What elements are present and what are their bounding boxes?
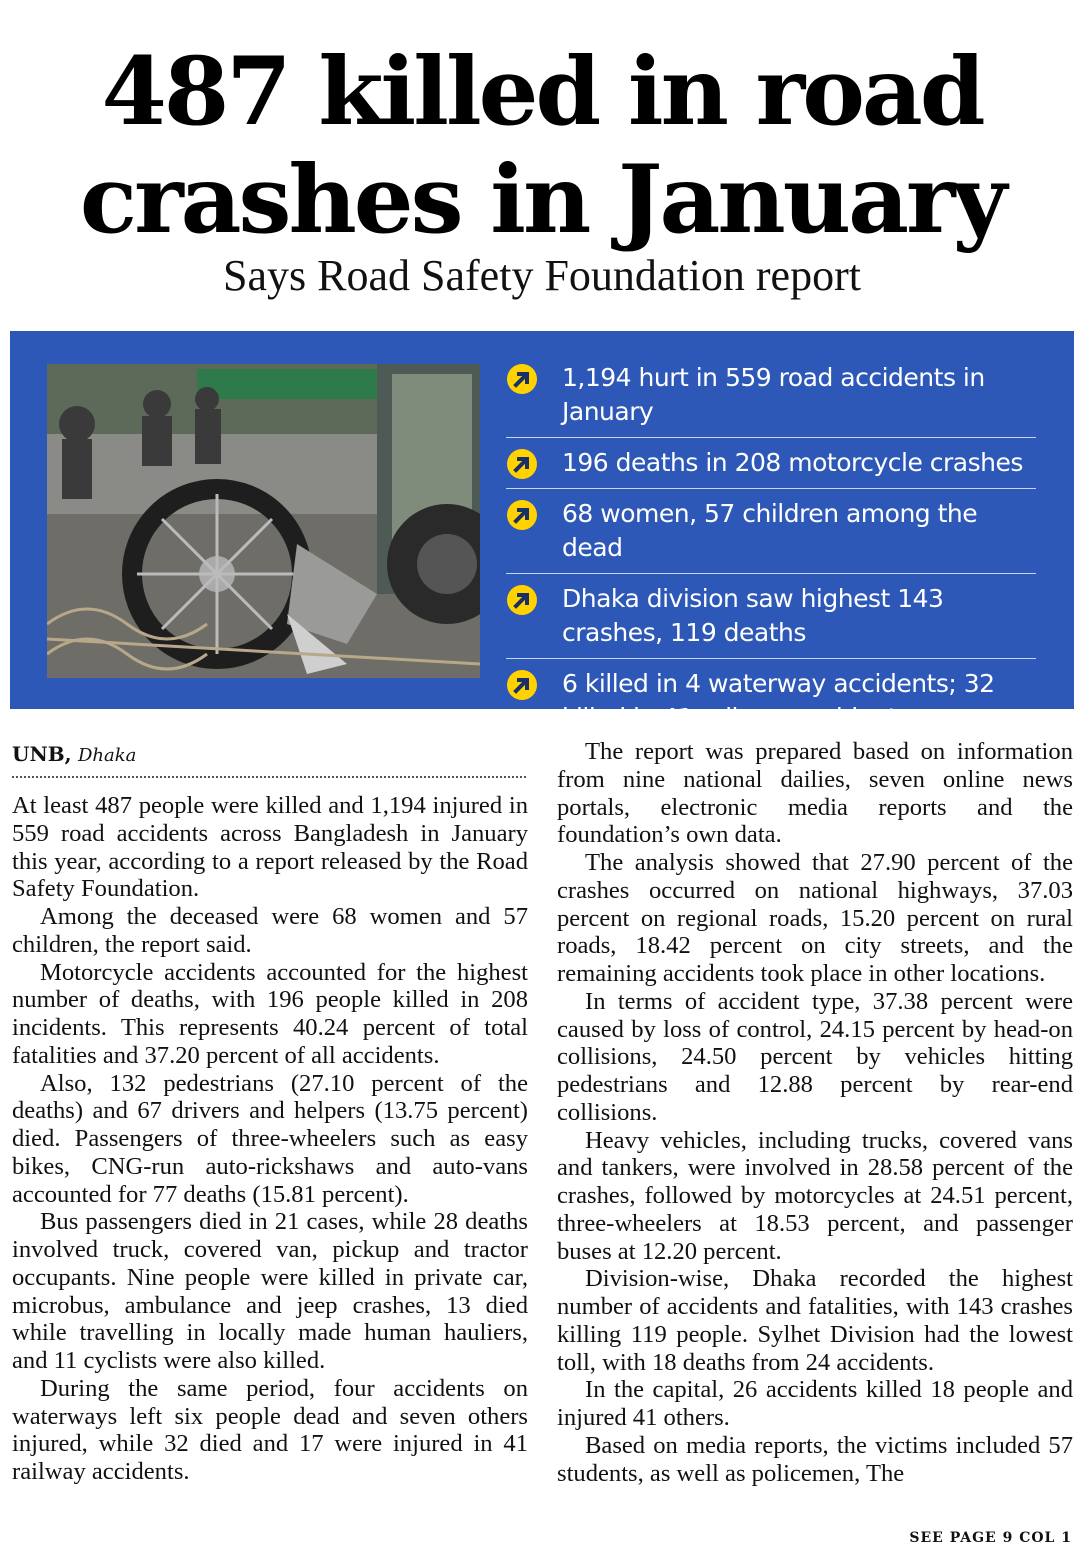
paragraph: During the same period, four accidents on waterways left six people dead and seven others injured, while 32 died and 17 were injured in 41 railway accidents. [12,1374,528,1485]
arrow-circle-icon [506,363,538,395]
highlight-text: Dhaka division saw highest 143 crashes, 119 deaths [562,584,944,647]
byline-city: Dhaka [77,745,137,766]
paragraph: The analysis showed that 27.90 percent of the crashes occurred on national highways, 37.03 percent on regional roads, 15.20 percent on rural roads, 18.42 percent on city streets, and the remaining accidents took place in other locations. [557,849,1073,987]
paragraph: Motorcycle accidents accounted for the highest number of deaths, with 196 people killed in 208 incidents. This represents 40.24 percent of total fatalities and 37.20 percent of all accidents. [12,958,528,1069]
paragraph: In the capital, 26 accidents killed 18 people and injured 41 others. [557,1376,1073,1431]
crash-photo-illustration [47,364,480,678]
highlight-text: 68 women, 57 children among the dead [562,499,978,562]
highlight-text: 1,194 hurt in 559 road accidents in January [562,363,985,426]
paragraph: Based on media reports, the victims included 57 students, as well as policemen, The [557,1431,1073,1487]
highlight-item [506,574,1036,659]
highlight-text: 6 killed in 4 waterway accidents; 32 killed in 41 railway accidents [562,669,995,732]
article-column-1 [12,792,528,1486]
arrow-circle-icon [506,448,538,480]
crash-photo [47,364,480,678]
highlights-list [506,353,1036,743]
highlights-panel [10,331,1074,732]
highlight-item [506,659,1036,743]
paragraph: The report was prepared based on information from nine national dailies, seven online news portals, electronic media reports and the foundation’s own data. [557,738,1073,849]
highlight-item [506,353,1036,438]
arrow-circle-icon [506,669,538,701]
paragraph: Among the deceased were 68 women and 57 children, the report said. [12,903,528,958]
byline-agency: UNB, [12,742,72,766]
paragraph: In terms of accident type, 37.38 percent were caused by loss of control, 24.15 percent by head-on collisions, 24.50 percent by vehicles hitting pedestrians and 12.88 percent by rear-end collisions. [557,987,1073,1126]
headline: 487 killed in road crashes in January [79,37,1005,255]
highlight-text: 196 deaths in 208 motorcycle crashes [562,448,1023,477]
subhead: Says Road Safety Foundation report [223,251,861,300]
paragraph: Also, 132 pedestrians (27.10 percent of the deaths) and 67 drivers and helpers (13.75 percent) died. Passengers of three-wheelers such as easy bikes, CNG-run auto-rickshaws and auto-vans accounted for 77 deaths (15.81 percent). [12,1069,528,1208]
highlight-item [506,489,1036,574]
paragraph: Division-wise, Dhaka recorded the highest number of accidents and fatalities, with 143 crashes killing 119 people. Sylhet Division had the lowest toll, with 18 deaths from 24 accidents. [557,1265,1073,1376]
byline [12,742,526,778]
arrow-circle-icon [506,584,538,616]
paragraph: Bus passengers died in 21 cases, while 28 deaths involved truck, covered van, pickup and tractor occupants. Nine people were killed in private car, microbus, ambulance and jeep crashes, 13 died while travelling in locally made human hauliers, and 11 cyclists were also killed. [12,1208,528,1374]
continuation-jump[interactable]: SEE PAGE 9 COL 1 [909,1530,1072,1546]
article-column-2 [557,738,1073,1487]
arrow-circle-icon [506,499,538,531]
highlight-item [506,438,1036,489]
paragraph: At least 487 people were killed and 1,194 injured in 559 road accidents across Bangladesh in January this year, according to a report released by the Road Safety Foundation. [12,792,528,903]
paragraph: Heavy vehicles, including trucks, covered vans and tankers, were involved in 28.58 percent of the crashes, followed by motorcycles at 24.51 percent, three-wheelers at 18.53 percent, and passenger buses at 12.20 percent. [557,1126,1073,1265]
